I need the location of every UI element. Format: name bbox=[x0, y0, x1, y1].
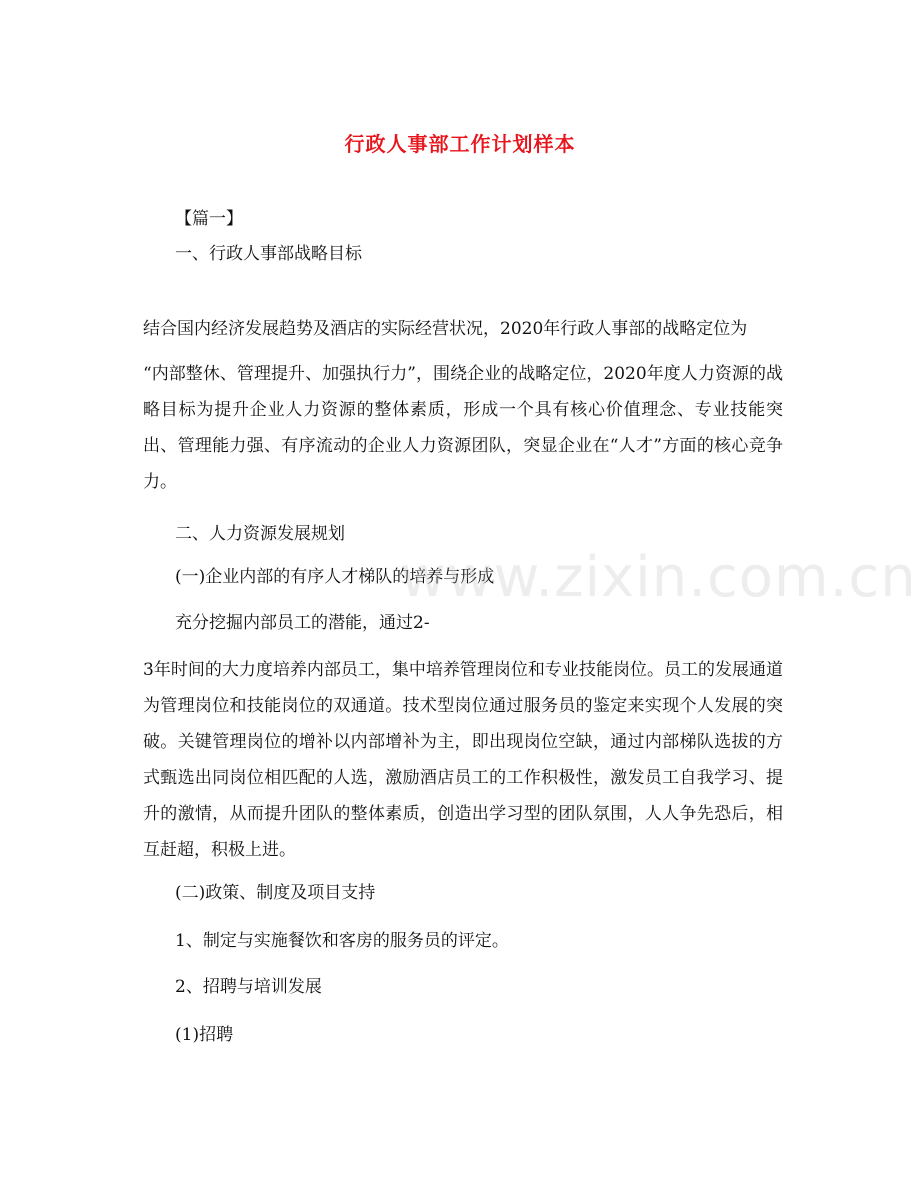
paragraph-1-body: “内部整休、管理提升、加强执行力”，围绕企业的战略定位，2020年度人力资源的战略目标为提升企业人力资源的整体素质，形成一个具有核心价值理念、专业技能突出、管理能力强、有序流动的企业人力资源团队，突显企业在“人才”方面的核心竞争力。 bbox=[143, 364, 783, 492]
watermark: www.zixin.com.cn bbox=[400, 545, 917, 610]
document-title: 行政人事部工作计划样本 bbox=[344, 132, 576, 156]
paragraph-2-body: 3年时间的大力度培养内部员工，集中培养管理岗位和专业技能岗位。员工的发展通道为管理岗位和技能岗位的双通道。技术型岗位通过服务员的鉴定来实现个人发展的突破。关键管理岗位的增补以内部增补为主，即出现岗位空缺，通过内部梯队选拔的方式甄选出同岗位相匹配的人选，激励酒店员工的工作积极性，激发员工自我学习、提升的激情，从而提升团队的整体素质，创造出学习型的团队氛围，人人争先恐后，相互赶超，积极上进。 bbox=[143, 660, 783, 860]
subheading-policy-support: (二)政策、制度及项目支持 bbox=[175, 883, 376, 903]
list-item-2: 2、招聘与培训发展 bbox=[175, 977, 322, 997]
paragraph-2-first-line: 充分挖掘内部员工的潜能，通过2- bbox=[175, 613, 430, 633]
subheading-talent-pipeline: (一)企业内部的有序人才梯队的培养与形成 bbox=[175, 567, 495, 587]
section-label: 【篇一】 bbox=[175, 209, 243, 229]
heading-hr-planning: 二、人力资源发展规划 bbox=[175, 524, 345, 544]
list-item-1: 1、制定与实施餐饮和客房的服务员的评定。 bbox=[175, 931, 509, 951]
paragraph-1-first-line: 结合国内经济发展趋势及酒店的实际经营状况，2020年行政人事部的战略定位为 bbox=[143, 319, 748, 339]
list-item-2-1: (1)招聘 bbox=[175, 1025, 234, 1045]
heading-strategic-goal: 一、行政人事部战略目标 bbox=[175, 244, 362, 264]
